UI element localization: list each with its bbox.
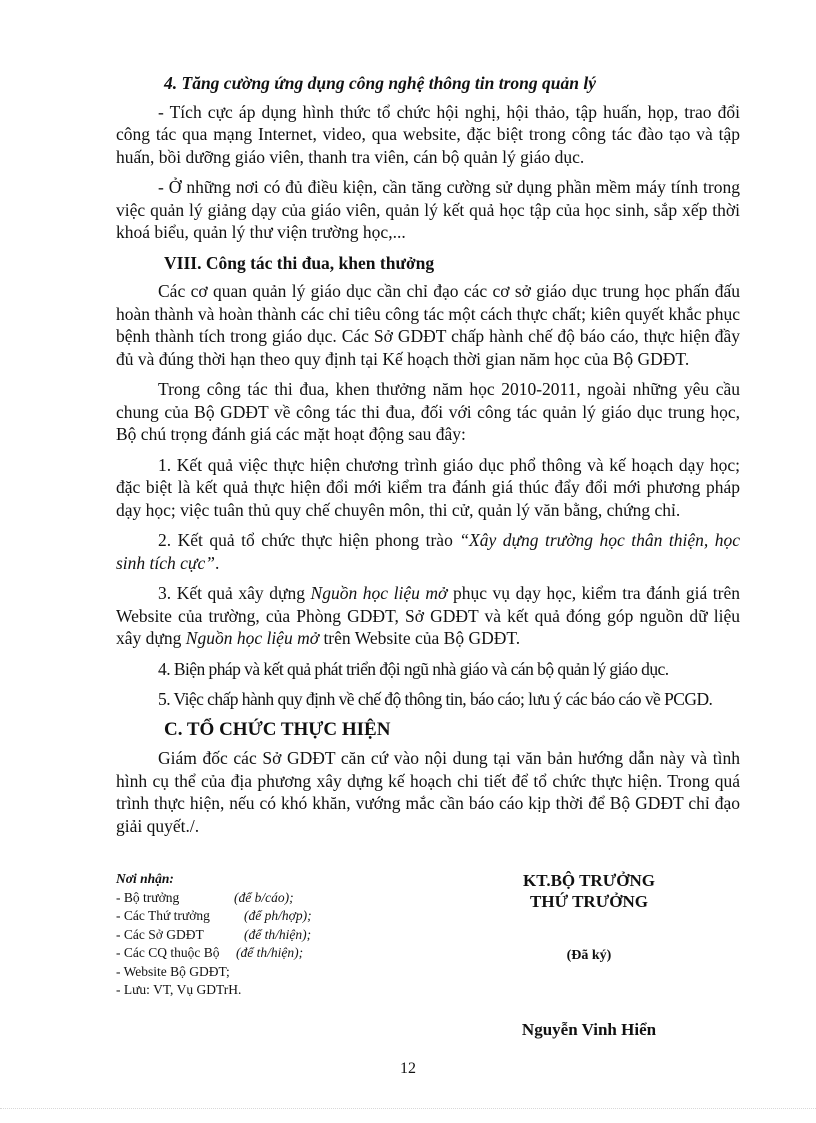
paragraph-software-use: - Ở những nơi có đủ điều kiện, cần tăng cường sử dụng phần mềm máy tính trong việc quản lý giảng dạy của giáo viên, quản lý kết quả học tập của học sinh, sắp xếp thời khoá biểu, quản lý thư viện trường học,... <box>116 177 740 242</box>
signature-title-vice-minister: THỨ TRƯỞNG <box>530 892 648 911</box>
list-item-2-end: . <box>214 552 220 573</box>
list-item-3 <box>116 582 740 650</box>
recipient-row <box>116 944 446 963</box>
recipient-note: (để ph/hợp); <box>244 908 312 923</box>
list-item-3-open-resources-a: Nguồn học liệu mở <box>310 583 448 603</box>
recipient-name: - Website Bộ GDĐT; <box>116 963 230 979</box>
list-item-4: 4. Biện pháp và kết quả phát triển đội ngũ nhà giáo và cán bộ quản lý giáo dục. <box>158 658 669 679</box>
paragraph-management-agencies: Các cơ quan quản lý giáo dục cần chỉ đạo các cơ sở giáo dục trung học phấn đấu hoàn thành và hoàn thành các chỉ tiêu công tác một cách thực chất; kiên quyết khắc phục bệnh thành tích trong giáo dục. Các Sở GDĐT chấp hành chế độ báo cáo, thực hiện đầy đủ và đúng thời hạn theo quy định tại Kế hoạch thời gian năm học của Bộ GDĐT. <box>116 281 740 369</box>
recipients-title: Nơi nhận: <box>116 871 174 886</box>
list-item-3-text-c: trên Website của Bộ GDĐT. <box>319 628 521 648</box>
list-item-2 <box>116 529 740 574</box>
page-bottom-divider <box>0 1108 816 1109</box>
list-item-2-text: 2. Kết quả tổ chức thực hiện phong trào <box>158 530 460 550</box>
signature-signed-note: (Đã ký) <box>566 948 612 963</box>
recipient-row <box>116 889 446 908</box>
recipient-row <box>116 907 446 926</box>
paragraph-online-meetings: - Tích cực áp dụng hình thức tổ chức hội nghị, hội thảo, tập huấn, họp, trao đổi công tác qua mạng Internet, video, qua website, đặc biệt trong công tác đào tạo và tập huấn, bồi dưỡng giáo viên, thanh tra viên, cán bộ quản lý giáo dục. <box>116 101 740 167</box>
paragraph-implementation: Giám đốc các Sở GDĐT căn cứ vào nội dung tại văn bản hướng dẫn này và tình hình cụ thể của địa phương xây dựng kế hoạch chi tiết để tổ chức thực hiện. Trong quá trình thực hiện, nếu có khó khăn, vướng mắc cần báo cáo kịp thời để Bộ GDĐT chỉ đạo giải quyết./. <box>116 748 740 836</box>
recipient-note: (để th/hiện); <box>236 945 304 960</box>
signature-title-deputy: KT.BỘ TRƯỞNG <box>523 871 655 890</box>
recipient-note: (để b/cáo); <box>234 889 294 905</box>
recipient-note: (để th/hiện); <box>244 926 312 942</box>
list-item-3-text-a: 3. Kết quả xây dựng <box>158 583 311 603</box>
list-item-3-text-b: phục vụ dạy học, kiểm tra đánh giá trên Website của trường, của Phòng GDĐT, Sở GDĐT và kết quả đóng góp nguồn dữ liệu xây dựng <box>116 583 740 648</box>
paragraph-emulation-criteria: Trong công tác thi đua, khen thưởng năm học 2010-2011, ngoài những yêu cầu chung của Bộ GDĐT về công tác thi đua, đối với công tác quản lý giáo dục trung học, Bộ chú trọng đánh giá các mặt hoạt động sau đây: <box>116 379 740 444</box>
section-heading-emulation: VIII. Công tác thi đua, khen thưởng <box>164 252 435 273</box>
recipient-row <box>116 926 446 945</box>
section-heading-implementation: C. TỔ CHỨC THỰC HIỆN <box>164 718 391 740</box>
signature-block <box>444 870 734 1039</box>
page-number: 12 <box>400 1060 416 1077</box>
section-heading-it-management: 4. Tăng cường ứng dụng công nghệ thông tin trong quản lý <box>164 73 596 93</box>
list-item-5: 5. Việc chấp hành quy định về chế độ thông tin, báo cáo; lưu ý các báo cáo về PCGD. <box>158 689 713 709</box>
recipient-name: - Các Sở GDĐT <box>116 926 204 942</box>
signatory-name: Nguyễn Vinh Hiển <box>521 1020 657 1039</box>
list-item-1: 1. Kết quả việc thực hiện chương trình giáo dục phổ thông và kế hoạch dạy học; đặc biệt là kết quả thực hiện đổi mới kiểm tra đánh giá thúc đẩy đổi mới phương pháp dạy học; việc tuân thủ quy chế chuyên môn, thi cử, quản lý văn bằng, chứng chỉ. <box>116 454 740 520</box>
list-item-2-movement: “Xây dựng trường học thân thiện, học sinh tích cực” <box>116 530 740 573</box>
recipient-name: - Bộ trưởng <box>116 889 180 905</box>
recipient-row <box>116 981 446 1000</box>
recipient-name: - Các CQ thuộc Bộ <box>116 945 220 960</box>
document-body <box>116 72 740 845</box>
recipients-block <box>116 870 446 1000</box>
recipient-name: - Lưu: VT, Vụ GDTrH. <box>116 982 242 997</box>
recipient-name: - Các Thứ trưởng <box>116 908 210 923</box>
list-item-3-open-resources-b: Nguồn học liệu mở <box>185 628 320 648</box>
recipient-row <box>116 963 446 982</box>
